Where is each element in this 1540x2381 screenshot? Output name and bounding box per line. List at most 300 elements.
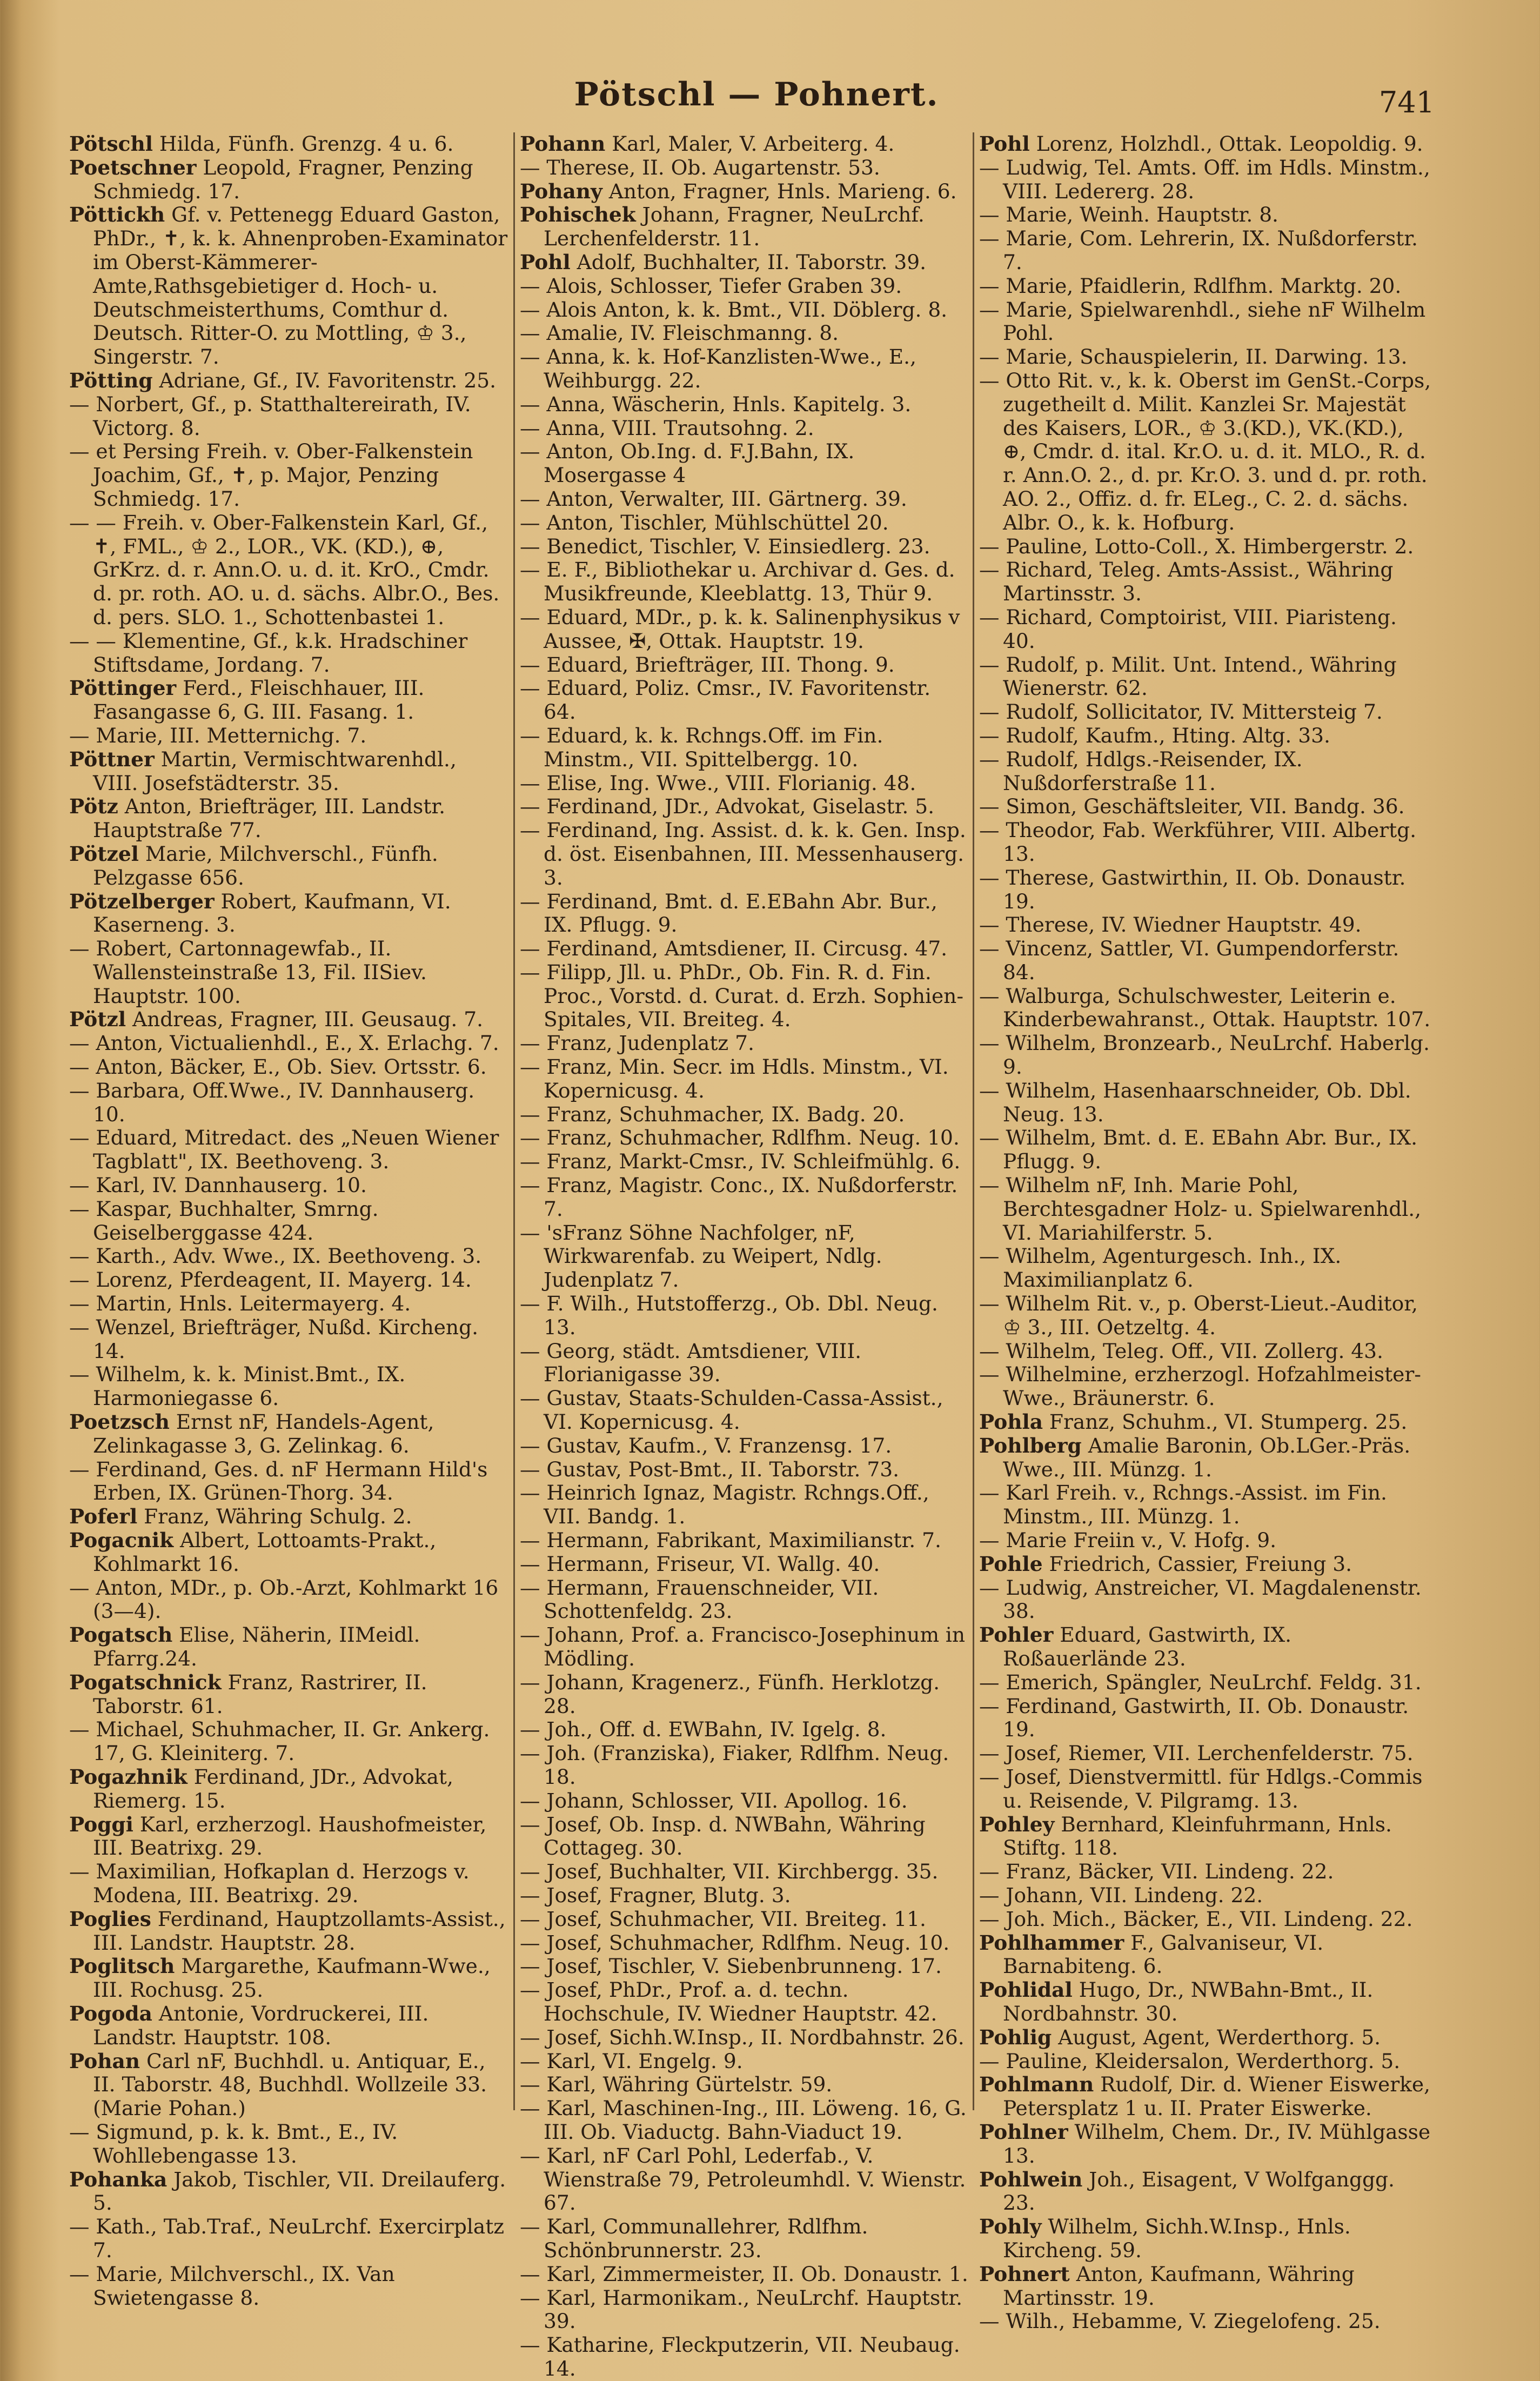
directory-entry [69, 1765, 508, 1813]
directory-entry [979, 369, 1432, 535]
entry-details: Adolf, Buchhalter, II. Taborstr. 39. [570, 250, 926, 274]
entry-details: Robert, Kaufmann, VI. Kaserneng. 3. [93, 889, 451, 937]
entry-surname: Pohischek [520, 203, 636, 227]
entry-details: — Karl, nF Carl Pohl, Lederfab., V. Wienstraße 79, Petroleumhdl. V. Wienstr. 67. [520, 2143, 966, 2215]
directory-entry [979, 275, 1432, 298]
directory-entry [520, 1174, 968, 1221]
entry-details: — Marie, Schauspielerin, II. Darwing. 13. [979, 345, 1408, 369]
entry-details: Gf. v. Pettenegg Eduard Gaston, PhDr., ✝, k. k. Ahnenproben-Examinator im Oberst-Kämmerer-Amte,Rathsgebietiger d. Hoch- u. Deutschmeisterthums, Comthur d. Deutsch. Ritter-O. zu Mottling, ♔ 3., Singerstr. 7. [93, 203, 508, 369]
entry-details: — Pauline, Kleidersalon, Werderthorg. 5. [979, 2049, 1401, 2073]
entry-details: — Anna, VIII. Trautsohng. 2. [520, 416, 814, 440]
directory-entry [520, 1742, 968, 1789]
directory-entry [520, 2026, 968, 2050]
directory-entry [69, 1079, 508, 1127]
directory-entry [520, 132, 968, 156]
entry-details: Hugo, Dr., NWBahn-Bmt., II. Nordbahnstr. 30. [1003, 1978, 1374, 2025]
directory-column-1 [69, 132, 508, 2310]
directory-entry [979, 203, 1432, 227]
directory-entry [520, 890, 968, 938]
entry-details: August, Agent, Werderthorg. 5. [1052, 2025, 1381, 2049]
entry-surname: Poferl [69, 1504, 138, 1529]
entry-details: Lorenz, Holzhdl., Ottak. Leopoldig. 9. [1029, 132, 1423, 156]
entry-surname: Pogacnik [69, 1528, 174, 1553]
entry-details: — Karl, Harmonikam., NeuLrchf. Hauptstr. 39. [520, 2285, 963, 2333]
directory-entry [979, 937, 1432, 985]
entry-details: Amalie Baronin, Ob.LGer.-Präs. Wwe., III. Münzg. 1. [1003, 1433, 1411, 1481]
entry-details: — Josef, PhDr., Prof. a. d. techn. Hochschule, IV. Wiedner Hauptstr. 42. [520, 1978, 938, 2025]
directory-entry [979, 1410, 1432, 1434]
entry-details: — Barbara, Off.Wwe., IV. Dannhauserg. 10. [69, 1078, 475, 1126]
entry-details: — Alois, Schlosser, Tiefer Graben 39. [520, 273, 902, 298]
entry-details: Eduard, Gastwirth, IX. Roßauerlände 23. [1003, 1623, 1292, 1670]
entry-details: — Eduard, Briefträger, III. Thong. 9. [520, 652, 895, 677]
directory-entry [979, 819, 1432, 866]
directory-entry [520, 1978, 968, 2026]
column-rule [513, 132, 515, 2110]
entry-details: Anton, Briefträger, III. Landstr. Hauptstraße 77. [93, 794, 446, 842]
directory-entry [979, 2310, 1432, 2333]
entry-surname: Pohlig [979, 2025, 1052, 2049]
entry-details: — Josef, Schuhmacher, VII. Breiteg. 11. [520, 1907, 926, 1931]
directory-entry [69, 1363, 508, 1410]
entry-details: — Robert, Cartonnagewfab., II. Wallensteinstraße 13, Fil. IISiev. Hauptstr. 100. [69, 937, 427, 1008]
directory-entry [520, 298, 968, 322]
entry-details: — Karth., Adv. Wwe., IX. Beethoveng. 3. [69, 1244, 482, 1268]
entry-details: — — Freih. v. Ober-Falkenstein Karl, Gf., ✝, FML., ♔ 2., LOR., VK. (KD.), ⊕, GrKrz. d. r. Ann.O. u. d. it. KrO., Cmdr. d. pr. roth. AO. u. d. sächs. Albr.O., Bes. d. pers. SLO. 1., Schottenbastei 1. [69, 510, 500, 629]
entry-details: — Therese, Gastwirthin, II. Ob. Donaustr. 19. [979, 865, 1406, 913]
directory-entry [69, 1576, 508, 1624]
directory-entry [520, 2144, 968, 2215]
entry-details: — F. Wilh., Hutstofferzg., Ob. Dbl. Neug. 13. [520, 1292, 938, 1339]
entry-details: — Johann, Schlosser, VII. Apollog. 16. [520, 1788, 908, 1812]
directory-entry [69, 1268, 508, 1292]
entry-details: Elise, Näherin, IIMeidl. Pfarrg.24. [93, 1623, 420, 1670]
directory-entry [979, 1340, 1432, 1363]
entry-details: — Josef, Dienstvermittl. für Hdlgs.-Commis u. Reisende, V. Pilgramg. 13. [979, 1764, 1423, 1812]
entry-surname: Pogatsch [69, 1623, 173, 1647]
directory-entry [520, 1340, 968, 1387]
entry-details: — Benedict, Tischler, V. Einsiedlerg. 23. [520, 534, 930, 558]
directory-entry [979, 748, 1432, 795]
entry-details: — Walburga, Schulschwester, Leiterin e. Kinderbewahranst., Ottak. Hauptstr. 107. [979, 984, 1431, 1032]
entry-surname: Pohlidal [979, 1978, 1073, 2002]
entry-details: Marie, Milchverschl., Fünfh. Pelzgasse 656. [93, 841, 438, 889]
directory-entry [979, 1931, 1432, 1979]
directory-entry [520, 795, 968, 819]
entry-details: — Marie, Spielwarenhdl., siehe nF Wilhelm Pohl. [979, 297, 1426, 345]
directory-entry [520, 1434, 968, 1458]
entry-details: — Therese, IV. Wiedner Hauptstr. 49. [979, 913, 1362, 937]
entry-details: — Karl, Zimmermeister, II. Ob. Donaustr. 1. [520, 2262, 968, 2286]
directory-entry [979, 2073, 1432, 2121]
entry-surname: Pohle [979, 1551, 1043, 1576]
entry-details: Joh., Eisagent, V Wolfganggg. 23. [1003, 2167, 1395, 2215]
entry-surname: Pötzelberger [69, 889, 215, 913]
entry-details: — Wilhelm, Bronzearb., NeuLrchf. Haberlg. 9. [979, 1031, 1430, 1079]
entry-details: — et Persing Freih. v. Ober-Falkenstein Joachim, Gf., ✝, p. Major, Penzing Schmiedg. 17. [69, 439, 473, 511]
entry-details: — Ludwig, Tel. Amts. Off. im Hdls. Minstm., VIII. Ledererg. 28. [979, 155, 1430, 203]
directory-entry [979, 558, 1432, 606]
entry-details: — Josef, Riemer, VII. Lerchenfelderstr. 75. [979, 1741, 1414, 1765]
directory-entry [979, 1079, 1432, 1127]
entry-details: — Anton, Bäcker, E., Ob. Siev. Ortsstr. 6. [69, 1055, 487, 1079]
entry-surname: Pohlmann [979, 2072, 1094, 2097]
entry-details: — Emerich, Spängler, NeuLrchf. Feldg. 31. [979, 1670, 1422, 1694]
entry-details: Bernhard, Kleinfuhrmann, Hnls. Stiftg. 118. [1003, 1812, 1392, 1860]
directory-entry [69, 1908, 508, 1955]
directory-entry [979, 913, 1432, 937]
directory-entry [69, 156, 508, 204]
directory-entry [69, 1245, 508, 1268]
entry-details: — Wilhelm, Hasenhaarschneider, Ob. Dbl. Neug. 13. [979, 1078, 1411, 1126]
page-number: 741 [1378, 85, 1435, 119]
directory-entry [520, 677, 968, 724]
directory-entry [69, 1860, 508, 1908]
entry-details: — Hermann, Fabrikant, Maximilianstr. 7. [520, 1528, 941, 1553]
directory-entry [979, 2050, 1432, 2074]
directory-entry [520, 417, 968, 440]
directory-entry [69, 2050, 508, 2121]
entry-details: Adriane, Gf., IV. Favoritenstr. 25. [152, 368, 497, 392]
entry-surname: Poglitsch [69, 1954, 175, 1978]
entry-details: — Wilhelm nF, Inh. Marie Pohl, Berchtesgadner Holz- u. Spielwarenhdl., VI. Mariahilferstr. 5. [979, 1173, 1422, 1245]
entry-surname: Poetzsch [69, 1410, 170, 1434]
directory-entry [520, 772, 968, 795]
directory-entry [520, 1458, 968, 1482]
directory-entry [520, 1126, 968, 1150]
entry-details: — Gustav, Post-Bmt., II. Taborstr. 73. [520, 1457, 900, 1481]
entry-details: — Hermann, Friseur, VI. Wallg. 40. [520, 1551, 880, 1576]
entry-details: — Anna, k. k. Hof-Kanzlisten-Wwe., E., Weihburgg. 22. [520, 345, 916, 392]
directory-entry [520, 937, 968, 961]
directory-entry [520, 961, 968, 1032]
directory-entry [69, 1055, 508, 1079]
directory-entry [520, 1623, 968, 1671]
entry-details: — Marie, Pfaidlerin, Rdlfhm. Marktg. 20. [979, 273, 1402, 298]
directory-entry [69, 1505, 508, 1529]
directory-entry [520, 1813, 968, 1861]
directory-entry [69, 440, 508, 511]
directory-entry [520, 1529, 968, 1553]
entry-details: — Theodor, Fab. Werkführer, VIII. Albertg. 13. [979, 818, 1417, 866]
directory-entry [979, 1671, 1432, 1695]
entry-details: — Rudolf, Hdlgs.-Reisender, IX. Nußdorferstraße 11. [979, 747, 1303, 795]
entry-details: Anton, Fragner, Hnls. Marieng. 6. [602, 179, 957, 203]
entry-details: — Eduard, Poliz. Cmsr., IV. Favoritenstr. 64. [520, 676, 931, 724]
directory-entry [979, 700, 1432, 724]
entry-details: — Ferdinand, JDr., Advokat, Giselastr. 5. [520, 794, 934, 819]
directory-entry [520, 2263, 968, 2286]
directory-entry [69, 1718, 508, 1765]
directory-entry [69, 630, 508, 677]
directory-entry [520, 653, 968, 677]
entry-surname: Pohlberg [979, 1433, 1082, 1457]
entry-details: — Rudolf, Kaufm., Hting. Altg. 33. [979, 723, 1330, 747]
directory-entry [520, 1908, 968, 1931]
directory-entry [979, 724, 1432, 748]
directory-entry [69, 1316, 508, 1363]
entry-details: — Franz, Bäcker, VII. Lindeng. 22. [979, 1860, 1334, 1884]
entry-details: Antonie, Vordruckerei, III. Landstr. Hauptstr. 108. [93, 2001, 429, 2049]
entry-surname: Pohley [979, 1812, 1055, 1836]
directory-entry [69, 393, 508, 440]
entry-details: — Eduard, k. k. Rchngs.Off. im Fin. Minstm., VII. Spittelbergg. 10. [520, 723, 883, 771]
entry-details: — Hermann, Frauenschneider, VII. Schottenfeldg. 23. [520, 1575, 879, 1623]
directory-entry [520, 393, 968, 417]
directory-entry [69, 1174, 508, 1198]
entry-details: Ferdinand, Hauptzollamts-Assist., III. Landstr. Hauptstr. 28. [93, 1907, 506, 1955]
entry-details: Franz, Währing Schulg. 2. [137, 1504, 412, 1529]
entry-surname: Pohlner [979, 2119, 1068, 2144]
directory-entry [520, 1789, 968, 1813]
entry-surname: Pöttner [69, 747, 155, 771]
directory-entry [69, 842, 508, 890]
directory-entry [979, 1174, 1432, 1245]
directory-entry [979, 606, 1432, 653]
entry-details: Wilhelm, Sichh.W.Insp., Hnls. Kircheng. 59. [1003, 2215, 1351, 2262]
directory-entry [69, 1032, 508, 1055]
entry-details: — Franz, Min. Secr. im Hdls. Minstm., VI. Kopernicusg. 4. [520, 1055, 949, 1102]
entry-details: — Josef, Sichh.W.Insp., II. Nordbahnstr. 26. [520, 2025, 965, 2049]
entry-details: — Martin, Hnls. Leitermayerg. 4. [69, 1292, 411, 1316]
directory-entry [520, 1884, 968, 1908]
entry-details: — Alois Anton, k. k. Bmt., VII. Döblerg. 8. [520, 297, 948, 322]
entry-details: — Therese, II. Ob. Augartenstr. 53. [520, 155, 880, 179]
entry-surname: Pohanka [69, 2167, 168, 2191]
entry-details: — 'sFranz Söhne Nachfolger, nF, Wirkwarenfab. zu Weipert, Ndlg. Judenplatz 7. [520, 1220, 882, 1292]
directory-entry [69, 2168, 508, 2216]
directory-entry [520, 440, 968, 487]
entry-details: — Franz, Schuhmacher, IX. Badg. 20. [520, 1102, 905, 1126]
entry-details: — Otto Rit. v., k. k. Oberst im GenSt.-Corps, zugetheilt d. Milit. Kanzlei Sr. Majestät des Kaisers, LOR., ♔ 3.(KD.), VK.(KD.), ⊕, Cmdr. d. ital. Kr.O. u. d. it. MLO., R. d. r. Ann.O. 2., d. pr. Kr.O. 3. und d. pr. roth. AO. 2., Offiz. d. fr. ELeg., C. 2. d. sächs. Albr. O., k. k. Hofburg. [979, 368, 1431, 534]
directory-entry [979, 653, 1432, 701]
entry-details: Ernst nF, Handels-Agent, Zelinkagasse 3, G. Zelinkag. 6. [93, 1410, 434, 1457]
directory-entry [69, 1126, 508, 1174]
entry-details: — Johann, Kragenerz., Fünfh. Herklotzg. 28. [520, 1670, 940, 1718]
directory-entry [69, 1955, 508, 2002]
directory-entry [69, 724, 508, 748]
entry-details: — Karl, Communallehrer, Rdlfhm. Schönbrunnerstr. 23. [520, 2215, 868, 2262]
entry-details: — Heinrich Ignaz, Magistr. Rchngs.Off., VII. Bandg. 1. [520, 1481, 929, 1529]
entry-details: — Anton, Verwalter, III. Gärtnerg. 39. [520, 486, 907, 511]
entry-details: — Vincenz, Sattler, VI. Gumpendorferstr. 84. [979, 937, 1400, 984]
entry-details: — Karl, Währing Gürtelstr. 59. [520, 2072, 833, 2097]
directory-entry [520, 2050, 968, 2074]
entry-details: — Josef, Schuhmacher, Rdlfhm. Neug. 10. [520, 1930, 950, 1955]
directory-entry [979, 1978, 1432, 2026]
entry-details: — Marie, Milchverschl., IX. Van Swietengasse 8. [69, 2262, 395, 2310]
entry-surname: Pohl [979, 132, 1030, 156]
entry-details: Ferdinand, JDr., Advokat, Riemerg. 15. [93, 1764, 453, 1812]
directory-entry [69, 1623, 508, 1671]
directory-entry [69, 937, 508, 1008]
directory-entry [979, 227, 1432, 275]
directory-entry [979, 156, 1432, 204]
directory-entry [979, 1742, 1432, 1765]
entry-details: — Eduard, MDr., p. k. k. Salinenphysikus v Aussee, ✠, Ottak. Hauptstr. 19. [520, 605, 960, 653]
entry-details: — Ferdinand, Ges. d. nF Hermann Hild's Erben, IX. Grünen-Thorg. 34. [69, 1457, 488, 1505]
directory-entry [69, 748, 508, 795]
entry-surname: Pohla [979, 1410, 1043, 1434]
directory-entry [520, 1221, 968, 1292]
entry-details: — Maximilian, Hofkaplan d. Herzogs v. Modena, III. Beatrixg. 29. [69, 1860, 470, 1907]
directory-entry [69, 2215, 508, 2263]
entry-details: — Amalie, IV. Fleischmanng. 8. [520, 321, 839, 345]
directory-entry [979, 866, 1432, 914]
directory-entry [520, 2286, 968, 2334]
entry-surname: Pohan [69, 2049, 140, 2073]
entry-surname: Pötschl [69, 132, 153, 156]
entry-details: Friedrich, Cassier, Freiung 3. [1042, 1551, 1352, 1576]
directory-entry [979, 1292, 1432, 1340]
directory-entry [520, 1387, 968, 1434]
directory-entry [979, 345, 1432, 369]
directory-entry [520, 156, 968, 180]
entry-details: Rudolf, Dir. d. Wiener Eiswerke, Petersplatz 1 u. II. Prater Eiswerke. [1003, 2072, 1430, 2121]
entry-details: Anton, Kaufmann, Währing Martinsstr. 19. [1003, 2262, 1355, 2310]
entry-details: — Filipp, Jll. u. PhDr., Ob. Fin. R. d. Fin. Proc., Vorstd. d. Curat. d. Erzh. Sophien-Spitales, VII. Breiteg. 4. [520, 960, 964, 1032]
entry-details: Hilda, Fünfh. Grenzg. 4 u. 6. [152, 132, 454, 156]
entry-details: — Wenzel, Briefträger, Nußd. Kircheng. 14. [69, 1315, 478, 1363]
entry-details: — Richard, Comptoirist, VIII. Piaristeng. 40. [979, 605, 1397, 653]
directory-entry [979, 1245, 1432, 1292]
directory-entry [520, 535, 968, 559]
entry-surname: Pötz [69, 794, 118, 819]
entry-details: — Lorenz, Pferdeagent, II. Mayerg. 14. [69, 1268, 472, 1292]
directory-entry [979, 2121, 1432, 2168]
directory-entry [520, 558, 968, 606]
entry-surname: Poggi [69, 1812, 133, 1836]
entry-details: F., Galvaniseur, VI. Barnabiteng. 6. [1003, 1930, 1324, 1978]
entry-details: — Pauline, Lotto-Coll., X. Himbergerstr. 2. [979, 534, 1414, 558]
entry-details: — Marie Freiin v., V. Hofg. 9. [979, 1528, 1277, 1553]
entry-details: — Georg, städt. Amtsdiener, VIII. Florianigasse 39. [520, 1339, 862, 1387]
directory-entry [979, 1032, 1432, 1079]
directory-entry [520, 345, 968, 393]
entry-details: Leopold, Fragner, Penzing Schmiedg. 17. [93, 155, 473, 203]
directory-entry [979, 1860, 1432, 1884]
entry-surname: Pogazhnik [69, 1764, 188, 1789]
entry-details: — Richard, Teleg. Amts-Assist., Währing Martinsstr. 3. [979, 558, 1394, 606]
entry-details: — Wilhelm, Bmt. d. E. EBahn Abr. Bur., IX. Pflugg. 9. [979, 1126, 1418, 1174]
directory-entry [979, 1884, 1432, 1908]
entry-details: Franz, Rastrirer, II. Taborstr. 61. [93, 1670, 427, 1718]
entry-surname: Pohly [979, 2215, 1042, 2239]
directory-entry [979, 1765, 1432, 1813]
entry-details: — Michael, Schuhmacher, II. Gr. Ankerg. 17, G. Kleiniterg. 7. [69, 1717, 490, 1765]
entry-details: — Franz, Schuhmacher, Rdlfhm. Neug. 10. [520, 1126, 960, 1150]
entry-details: — Ferdinand, Gastwirth, II. Ob. Donaustr. 19. [979, 1694, 1409, 1742]
entry-details: — Franz, Judenplatz 7. [520, 1031, 754, 1055]
directory-entry [520, 1576, 968, 1624]
directory-entry [69, 1198, 508, 1245]
entry-details: Andreas, Fragner, III. Geusaug. 7. [126, 1007, 484, 1032]
entry-details: — E. F., Bibliothekar u. Archivar d. Ges. d. Musikfreunde, Kleeblattg. 13, Thür 9. [520, 558, 955, 606]
entry-details: Margarethe, Kaufmann-Wwe., III. Rochusg. 25. [93, 1954, 491, 2002]
directory-entry [520, 487, 968, 511]
directory-entry [69, 203, 508, 369]
entry-details: Jakob, Tischler, VII. Dreilauferg. 5. [93, 2167, 506, 2215]
directory-entry [979, 1813, 1432, 1861]
directory-entry [979, 1529, 1432, 1553]
directory-entry [979, 535, 1432, 559]
entry-details: — Josef, Fragner, Blutg. 3. [520, 1883, 791, 1907]
entry-details: — Ferdinand, Amtsdiener, II. Circusg. 47. [520, 937, 948, 961]
entry-details: — Joh. Mich., Bäcker, E., VII. Lindeng. 22. [979, 1907, 1413, 1931]
entry-details: — Karl, Maschinen-Ing., III. Löweng. 16, G. III. Ob. Viaductg. Bahn-Viaduct 19. [520, 2096, 967, 2144]
directory-entry [520, 2097, 968, 2144]
entry-details: — Marie, III. Metternichg. 7. [69, 723, 367, 747]
entry-details: — Rudolf, p. Milit. Unt. Intend., Währing Wienerstr. 62. [979, 652, 1397, 700]
directory-entry [520, 511, 968, 535]
entry-details: — Rudolf, Sollicitator, IV. Mittersteig 7. [979, 700, 1383, 724]
entry-details: — Wilhelm, Teleg. Off., VII. Zollerg. 43. [979, 1339, 1383, 1363]
directory-entry [69, 1410, 508, 1458]
directory-entry [979, 1363, 1432, 1410]
entry-surname: Pohler [979, 1623, 1054, 1647]
entry-details: Karl, erzherzogl. Haushofmeister, III. Beatrixg. 29. [93, 1812, 487, 1860]
directory-entry [520, 1055, 968, 1103]
directory-entry [520, 606, 968, 653]
entry-surname: Pohlhammer [979, 1930, 1124, 1955]
directory-entry [979, 2263, 1432, 2310]
entry-details: — Anton, Ob.Ing. d. F.J.Bahn, IX. Mosergasse 4 [520, 439, 855, 487]
directory-entry [520, 819, 968, 889]
directory-entry [69, 132, 508, 156]
directory-entry [69, 890, 508, 938]
directory-entry [979, 2026, 1432, 2050]
directory-entry [979, 795, 1432, 819]
entry-details: — — Klementine, Gf., k.k. Hradschiner Stiftsdame, Jordang. 7. [69, 628, 468, 677]
entry-details: — Marie, Com. Lehrerin, IX. Nußdorferstr. 7. [979, 226, 1418, 274]
entry-details: — Joh., Off. d. EWBahn, IV. Igelg. 8. [520, 1717, 887, 1742]
entry-details: — Anton, Tischler, Mühlschüttel 20. [520, 510, 889, 534]
directory-entry [69, 1813, 508, 1861]
entry-details: — Johann, VII. Lindeng. 22. [979, 1883, 1263, 1907]
entry-details: — Anton, Victualienhdl., E., X. Erlachg. 7. [69, 1031, 499, 1055]
entry-details: Carl nF, Buchhdl. u. Antiquar, E., II. Taborstr. 48, Buchhdl. Wollzeile 33. (Marie Pohan.) [93, 2049, 487, 2121]
entry-details: Karl, Maler, V. Arbeiterg. 4. [605, 132, 895, 156]
entry-details: — Karl Freih. v., Rchngs.-Assist. im Fin. Minstm., III. Münzg. 1. [979, 1481, 1387, 1529]
directory-column-2 [520, 132, 968, 2380]
directory-entry [520, 1150, 968, 1174]
entry-surname: Poglies [69, 1907, 151, 1931]
directory-entry [979, 1623, 1432, 1671]
directory-entry [520, 1481, 968, 1529]
directory-entry [979, 1908, 1432, 1931]
directory-entry [979, 1434, 1432, 1482]
directory-entry [69, 677, 508, 724]
entry-details: Johann, Fragner, NeuLrchf. Lerchenfelderstr. 11. [544, 203, 925, 251]
entry-details: — Wilh., Hebamme, V. Ziegelofeng. 25. [979, 2309, 1381, 2333]
entry-surname: Pötzel [69, 841, 139, 866]
entry-details: — Anton, MDr., p. Ob.-Arzt, Kohlmarkt 16 (3—4). [69, 1575, 499, 1623]
entry-details: — Marie, Weinh. Hauptstr. 8. [979, 203, 1278, 227]
entry-surname: Poetschner [69, 155, 197, 179]
directory-entry [69, 1292, 508, 1316]
directory-entry [520, 203, 968, 251]
directory-entry [520, 2073, 968, 2097]
entry-details: — Wilhelm, k. k. Minist.Bmt., IX. Harmoniegasse 6. [69, 1362, 406, 1410]
directory-column-3 [979, 132, 1432, 2333]
entry-surname: Pötzl [69, 1007, 126, 1032]
directory-entry [69, 2121, 508, 2168]
directory-entry [520, 1032, 968, 1055]
directory-entry [520, 1553, 968, 1576]
directory-entry [520, 724, 968, 772]
entry-details: — Josef, Tischler, V. Siebenbrunneng. 17. [520, 1954, 942, 1978]
entry-details: — Josef, Buchhalter, VII. Kirchbergg. 35. [520, 1860, 939, 1884]
